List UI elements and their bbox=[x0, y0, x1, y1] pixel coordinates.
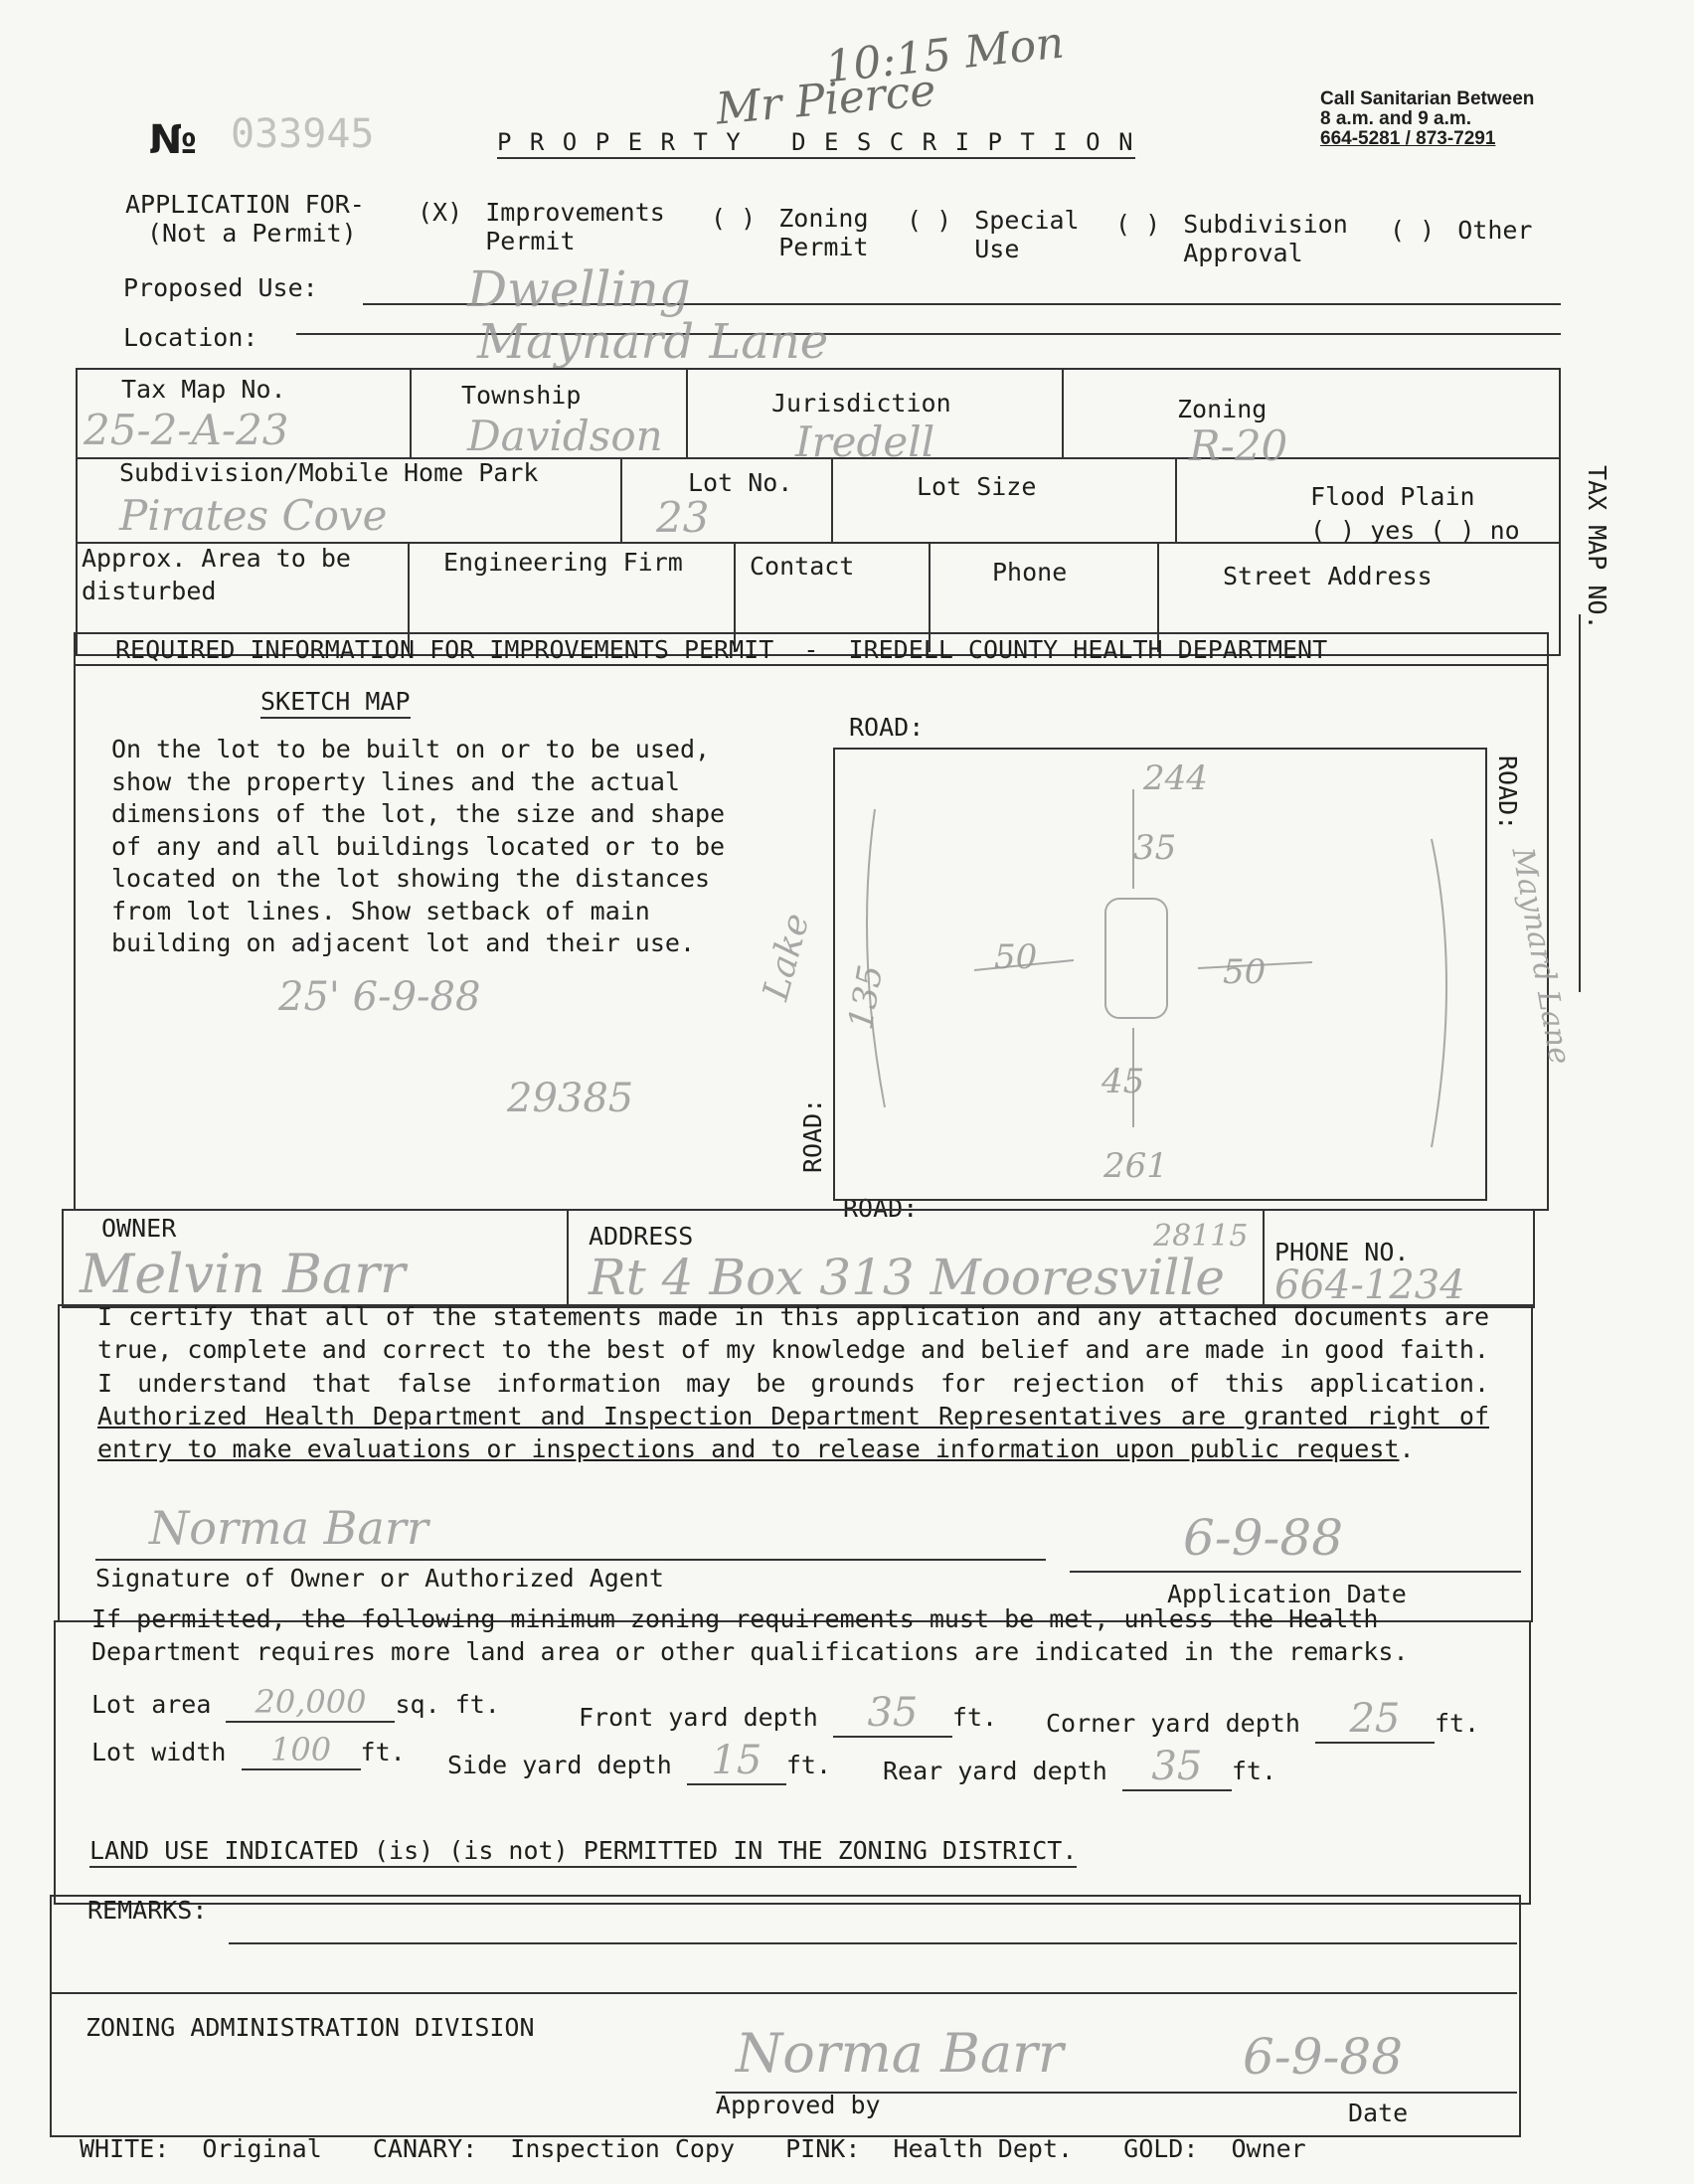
special-use-checkbox[interactable]: ( ) bbox=[907, 206, 952, 235]
approved-by-signature[interactable]: Norma Barr bbox=[736, 2022, 1064, 2085]
sketch-drawing bbox=[835, 750, 1485, 1199]
side-yard-label: Side yard depth bbox=[447, 1751, 672, 1779]
sketch-note-244: 244 bbox=[1143, 758, 1208, 798]
address-value[interactable]: Rt 4 Box 313 Mooresville bbox=[589, 1249, 1225, 1306]
subdivision-checkbox[interactable]: ( ) bbox=[1115, 210, 1161, 239]
pink-label: PINK: bbox=[785, 2134, 861, 2163]
sketch-note-50-right: 50 bbox=[1223, 952, 1267, 992]
white-value: Original bbox=[202, 2134, 322, 2163]
other-label: Other bbox=[1457, 216, 1533, 245]
tax-map-label: Tax Map No. bbox=[121, 375, 286, 404]
flood-plain-label: Flood Plain bbox=[1310, 482, 1475, 511]
lot-width-field[interactable] bbox=[242, 1732, 361, 1770]
sketch-note-45: 45 bbox=[1101, 1062, 1145, 1101]
sketch-note-lake: Lake bbox=[756, 909, 818, 1005]
remarks-line-2[interactable] bbox=[50, 1992, 1517, 1994]
corner-yard-row bbox=[1046, 1696, 1479, 1744]
special-use-label-2: Use bbox=[974, 234, 1020, 263]
lot-area-label: Lot area bbox=[91, 1690, 212, 1719]
improvements-label-2: Permit bbox=[485, 226, 576, 255]
corner-yard-value: 25 bbox=[1349, 1696, 1401, 1742]
front-yard-row bbox=[579, 1690, 997, 1738]
pink-value: Health Dept. bbox=[893, 2134, 1074, 2163]
corner-yard-label: Corner yard depth bbox=[1046, 1709, 1300, 1738]
jurisdiction-value[interactable]: Iredell bbox=[795, 418, 935, 466]
side-ft-label: ft. bbox=[785, 1751, 831, 1779]
subdivision-label-2: Approval bbox=[1183, 238, 1303, 267]
rear-ft-label: ft. bbox=[1231, 1757, 1276, 1785]
phone-no-label: PHONE NO. bbox=[1274, 1238, 1410, 1266]
canary-label: CANARY: bbox=[372, 2134, 478, 2163]
corner-yard-field[interactable] bbox=[1315, 1696, 1435, 1744]
front-yard-label: Front yard depth bbox=[579, 1703, 818, 1732]
certify-text-part1: I certify that all of the statements made in this application and any attached documents are true, complete and correct to the best of my knowledge and belief and are made in good faith. I understand that false information may be grounds for rejection of this application. bbox=[97, 1302, 1489, 1398]
signature-label: Signature of Owner or Authorized Agent bbox=[95, 1564, 664, 1593]
rear-yard-field[interactable] bbox=[1122, 1744, 1232, 1791]
tax-map-side-label: TAX MAP NO. bbox=[1583, 465, 1611, 630]
location-value[interactable]: Maynard Lane bbox=[477, 314, 829, 370]
other-checkbox[interactable]: ( ) bbox=[1390, 216, 1436, 245]
township-label: Township bbox=[461, 381, 582, 410]
approved-date-value[interactable]: 6-9-88 bbox=[1243, 2028, 1404, 2086]
zoning-label: Zoning bbox=[1177, 395, 1268, 423]
road-left-label: ROAD: bbox=[798, 1097, 827, 1173]
tax-map-value[interactable]: 25-2-A-23 bbox=[84, 406, 289, 454]
side-yard-row bbox=[447, 1738, 831, 1785]
required-info-header: REQUIRED INFORMATION FOR IMPROVEMENTS PERMIT - IREDELL COUNTY HEALTH DEPARTMENT bbox=[115, 635, 1328, 664]
remarks-line-1[interactable] bbox=[229, 1942, 1517, 1944]
front-yard-field[interactable] bbox=[833, 1690, 952, 1738]
road-right-label: ROAD: bbox=[1493, 756, 1522, 831]
application-date-label: Application Date bbox=[1167, 1580, 1407, 1608]
contact-label: Contact bbox=[750, 552, 855, 581]
sqft-label: sq. ft. bbox=[395, 1690, 500, 1719]
side-yard-value: 15 bbox=[711, 1738, 762, 1783]
road-top-label: ROAD: bbox=[849, 713, 925, 742]
phone-label: Phone bbox=[992, 558, 1068, 587]
lot-width-row bbox=[91, 1732, 406, 1770]
proposed-use-label: Proposed Use: bbox=[123, 273, 318, 302]
street-address-label: Street Address bbox=[1223, 562, 1433, 590]
call-sanitarian-note bbox=[1320, 89, 1534, 149]
special-use-label-1: Special bbox=[974, 206, 1080, 235]
signature-line bbox=[95, 1559, 1046, 1561]
zip-value: 28115 bbox=[1153, 1219, 1249, 1254]
house-outline bbox=[1105, 899, 1167, 1018]
call-line-1: Call Sanitarian Between bbox=[1320, 88, 1535, 109]
copy-distribution-footer bbox=[80, 2135, 1306, 2164]
tax-map-side-line bbox=[1579, 614, 1581, 992]
handwritten-time-note: 10:15 Mon bbox=[822, 17, 1067, 93]
land-use-statement: LAND USE INDICATED (is) (is not) PERMITTED IN THE ZONING DISTRICT. bbox=[89, 1837, 1077, 1868]
road-bottom-label: ROAD: bbox=[843, 1194, 919, 1223]
certify-text bbox=[97, 1300, 1489, 1465]
zoning-checkbox[interactable]: ( ) bbox=[711, 204, 757, 233]
option-other[interactable] bbox=[1390, 217, 1532, 246]
subdivision-label: Subdivision/Mobile Home Park bbox=[119, 458, 539, 487]
rear-yard-row bbox=[883, 1744, 1276, 1791]
township-value[interactable]: Davidson bbox=[467, 412, 663, 460]
lot-area-field[interactable] bbox=[226, 1684, 395, 1723]
engineering-firm-label: Engineering Firm bbox=[443, 548, 683, 577]
address-label: ADDRESS bbox=[589, 1222, 694, 1251]
white-label: WHITE: bbox=[80, 2134, 170, 2163]
corner-ft-label: ft. bbox=[1434, 1709, 1480, 1738]
improvements-label-1: Improvements bbox=[485, 198, 665, 227]
certify-text-part2: Authorized Health Department and Inspection Department Representatives are granted right of entry to make evaluations or inspections and to release information upon public request bbox=[97, 1401, 1489, 1463]
lot-size-label: Lot Size bbox=[917, 472, 1037, 501]
certify-text-end: . bbox=[1399, 1434, 1415, 1463]
approved-by-label: Approved by bbox=[716, 2091, 881, 2119]
canary-value: Inspection Copy bbox=[510, 2134, 736, 2163]
sketch-instructions: On the lot to be built on or to be used, show the property lines and the actual dimensions of the lot, the size and shape of any and all buildings located or to be located on the lot showing the distances from lot lines. Show setback of main building on adjacent lot and their use. bbox=[111, 735, 726, 957]
page-title: P R O P E R T Y D E S C R I P T I O N bbox=[497, 129, 1135, 159]
zoning-value[interactable]: R-20 bbox=[1189, 421, 1288, 470]
zoning-label-1: Zoning bbox=[778, 204, 869, 233]
owner-value[interactable]: Melvin Barr bbox=[80, 1243, 406, 1305]
subdivision-label-1: Subdivision bbox=[1183, 210, 1348, 239]
improvements-checkbox[interactable]: (X) bbox=[418, 198, 463, 227]
zoning-division-label: ZONING ADMINISTRATION DIVISION bbox=[85, 2013, 535, 2042]
handwritten-name-note: Mr Pierce bbox=[714, 65, 938, 135]
subdivision-value[interactable]: Pirates Cove bbox=[119, 491, 388, 540]
remarks-label: REMARKS: bbox=[87, 1896, 208, 1925]
flood-plain-options[interactable]: ( ) yes ( ) no bbox=[1310, 516, 1520, 545]
rear-yard-value: 35 bbox=[1151, 1744, 1203, 1789]
gold-label: GOLD: bbox=[1123, 2134, 1199, 2163]
side-yard-field[interactable] bbox=[687, 1738, 786, 1785]
call-line-3: 664-5281 / 873-7291 bbox=[1320, 127, 1496, 149]
front-ft-label: ft. bbox=[951, 1703, 998, 1732]
form-number: 033945 bbox=[231, 111, 375, 157]
call-line-2: 8 a.m. and 9 a.m. bbox=[1320, 107, 1472, 129]
sketch-hand-number: 29385 bbox=[507, 1076, 634, 1121]
sketch-note-261: 261 bbox=[1103, 1146, 1168, 1186]
option-subdivision-approval[interactable] bbox=[1115, 211, 1348, 268]
application-for-label bbox=[125, 191, 365, 249]
location-label: Location: bbox=[123, 323, 258, 352]
gold-value: Owner bbox=[1231, 2134, 1306, 2163]
form-number-symbol: № bbox=[149, 117, 198, 163]
jurisdiction-label: Jurisdiction bbox=[771, 389, 951, 418]
lot-width-ft-label: ft. bbox=[360, 1738, 406, 1766]
sketch-map-area[interactable] bbox=[833, 748, 1487, 1201]
sketch-map-title: SKETCH MAP bbox=[260, 688, 411, 719]
option-improvements-permit[interactable] bbox=[418, 199, 665, 256]
application-date-line bbox=[1070, 1571, 1521, 1573]
approx-area-label: Approx. Area to be disturbed bbox=[82, 544, 351, 605]
application-date-value[interactable]: 6-9-88 bbox=[1183, 1509, 1344, 1567]
sketch-note-50-left: 50 bbox=[994, 937, 1038, 977]
front-yard-value: 35 bbox=[867, 1690, 919, 1736]
option-special-use[interactable] bbox=[907, 207, 1080, 264]
sketch-note-road-name: Maynard Lane bbox=[1504, 845, 1578, 1068]
owner-signature[interactable]: Norma Barr bbox=[149, 1501, 428, 1555]
option-zoning-permit[interactable] bbox=[711, 205, 869, 262]
sketch-hand-date: 25' 6-9-88 bbox=[278, 974, 481, 1020]
application-label-line2: (Not a Permit) bbox=[147, 218, 357, 248]
proposed-use-value[interactable]: Dwelling bbox=[467, 260, 691, 318]
owner-phone-value[interactable]: 664-1234 bbox=[1274, 1262, 1465, 1308]
lot-width-value: 100 bbox=[269, 1731, 332, 1768]
application-label-line1: APPLICATION FOR- bbox=[125, 190, 365, 219]
sketch-note-135: 135 bbox=[840, 961, 892, 1033]
owner-label: OWNER bbox=[101, 1214, 177, 1243]
lot-no-value[interactable]: 23 bbox=[656, 493, 710, 542]
rear-yard-label: Rear yard depth bbox=[883, 1757, 1107, 1785]
lot-area-row bbox=[91, 1684, 500, 1723]
zoning-label-2: Permit bbox=[778, 232, 869, 261]
sketch-note-35: 35 bbox=[1133, 828, 1177, 868]
lot-no-label: Lot No. bbox=[688, 468, 793, 497]
approved-date-label: Date bbox=[1348, 2099, 1409, 2127]
zoning-intro: If permitted, the following minimum zoning requirements must be met, unless the Health Department requires more land area or other qualifications are indicated in the remarks. bbox=[91, 1604, 1409, 1667]
lot-area-value: 20,000 bbox=[254, 1683, 367, 1721]
lot-width-label: Lot width bbox=[91, 1738, 227, 1766]
